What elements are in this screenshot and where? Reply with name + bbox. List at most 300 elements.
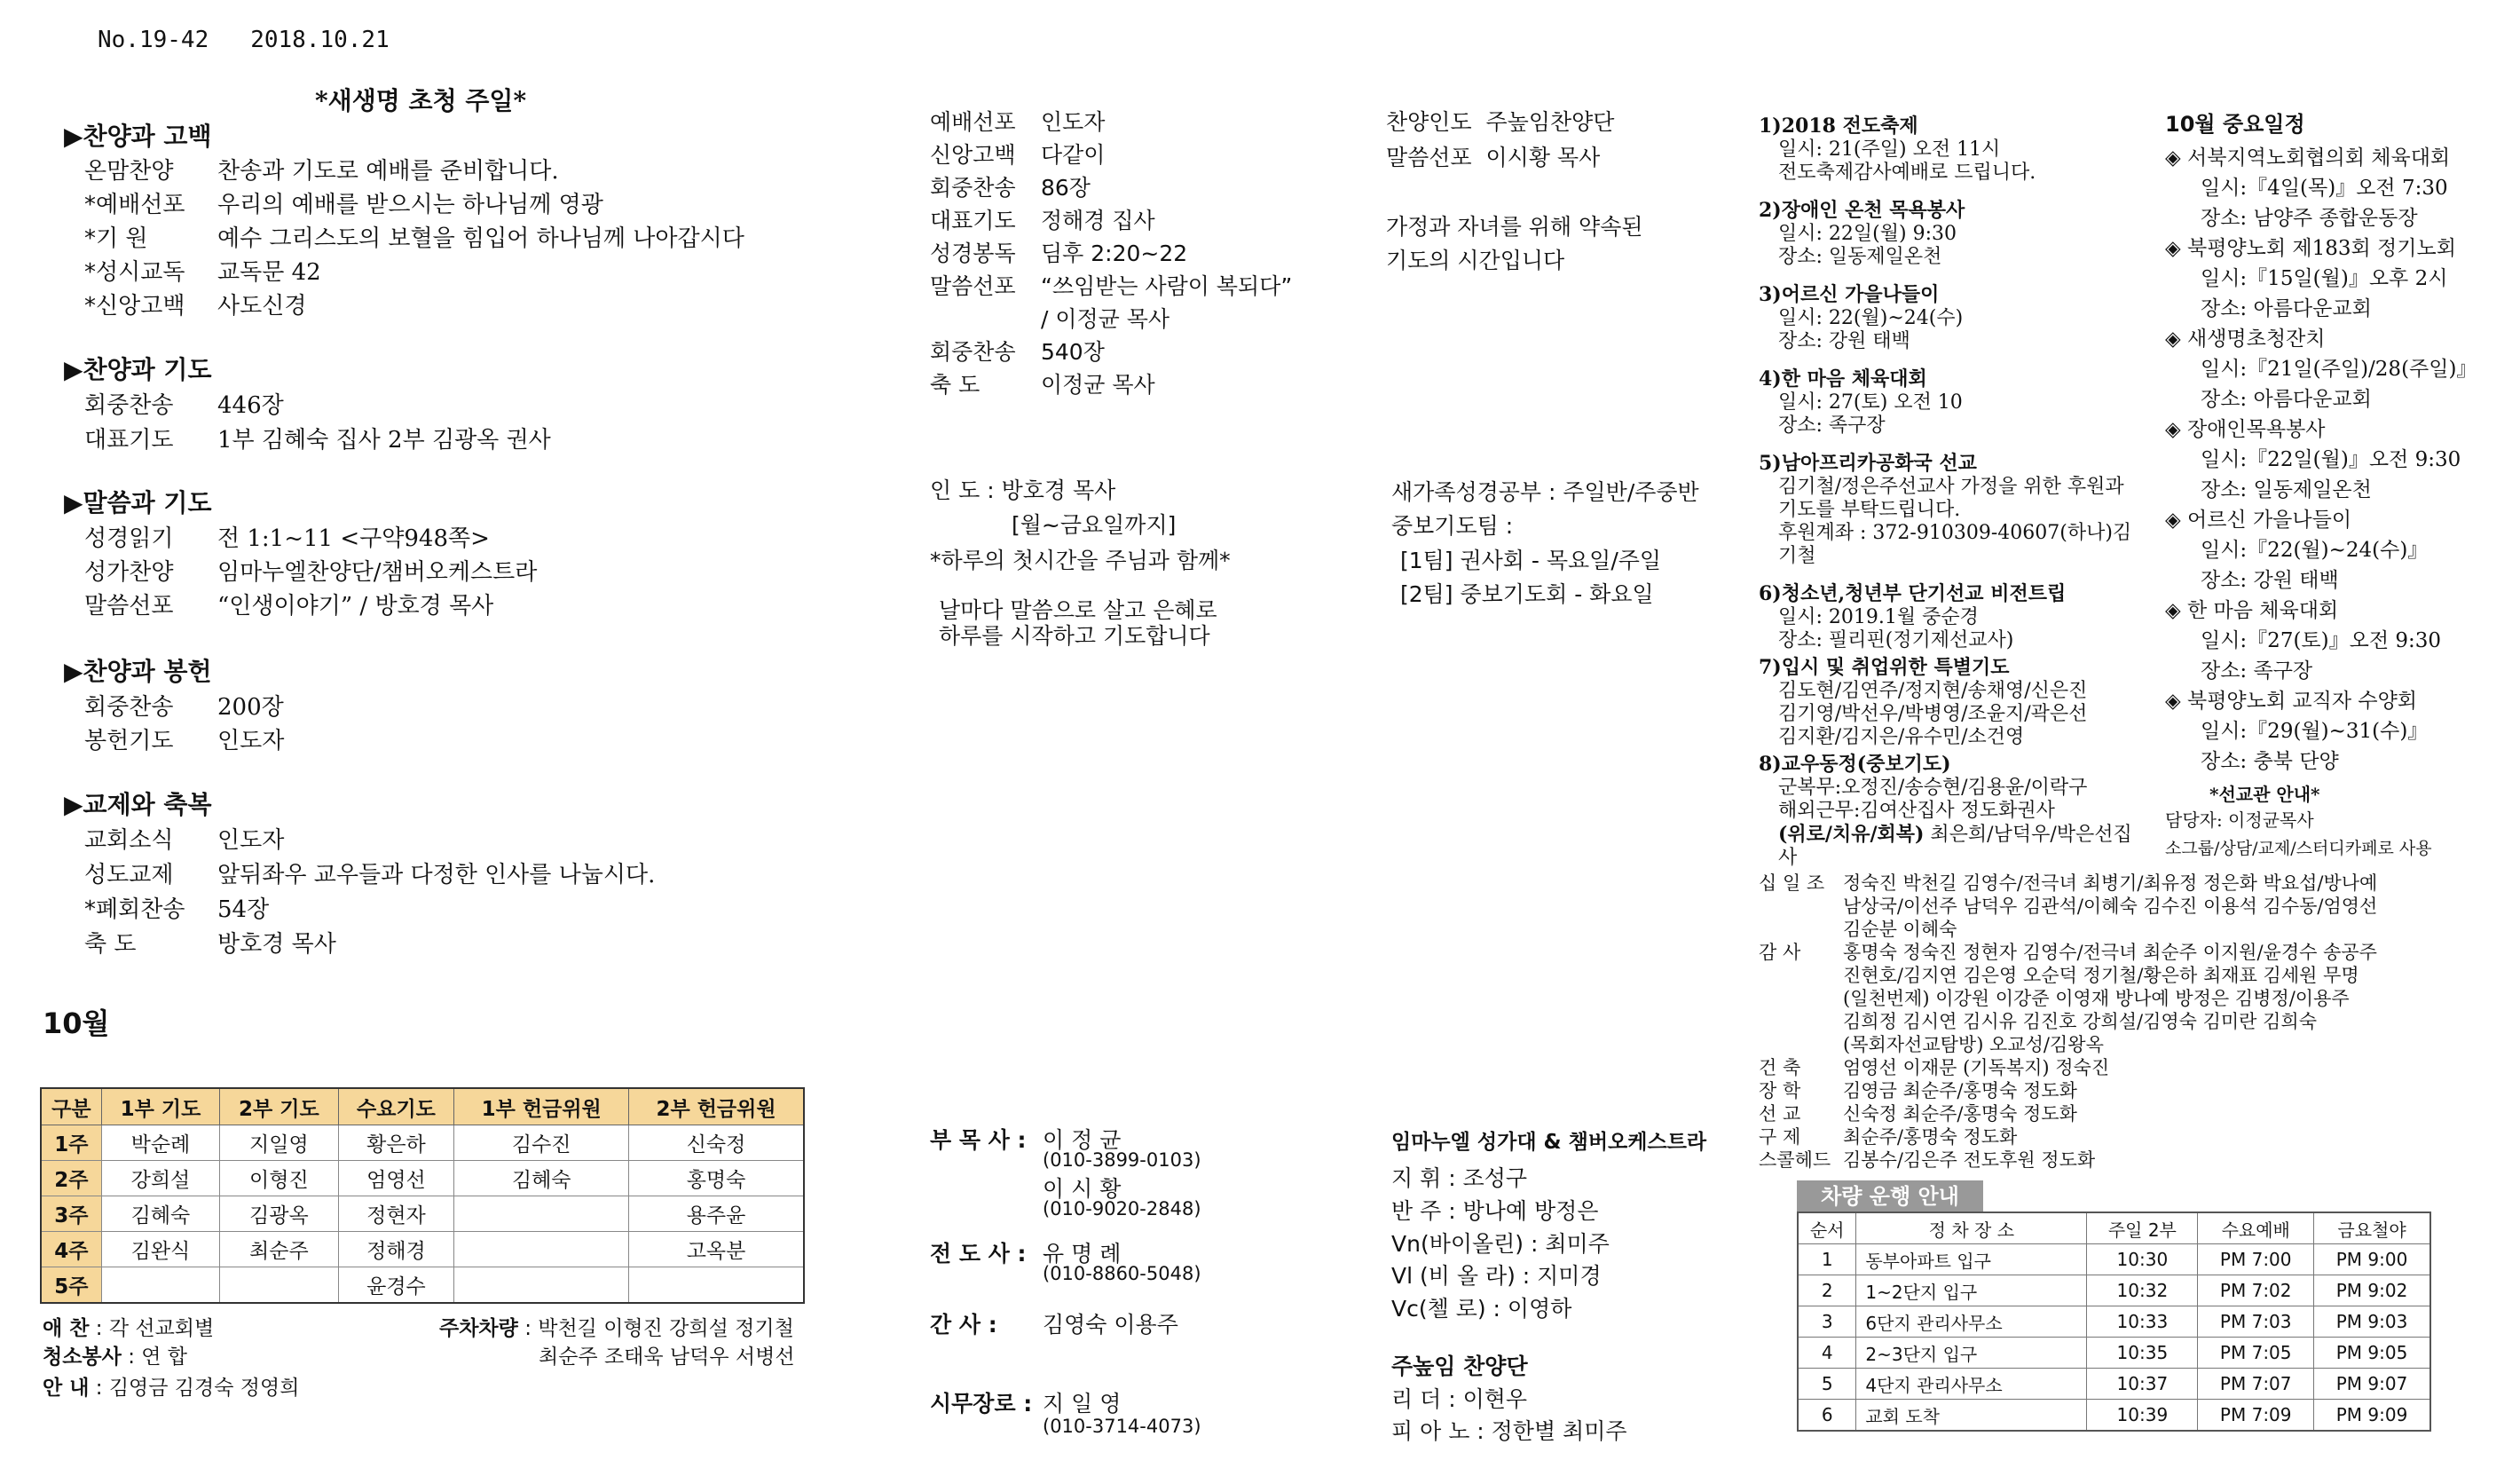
car-table-cell: 2 [1798,1275,1856,1306]
evening-row [930,269,1292,301]
car-table-cell: 10:30 [2087,1244,2198,1275]
schedule-event-detail: 장소: 족구장 [2201,659,2313,683]
evening-row-value: / 이정균 목사 [1041,306,1170,332]
duty-parking-value-2: 최순주 조태욱 남덕우 서병선 [539,1346,795,1369]
service-row [84,153,559,185]
duty-meal-value: : 각 선교회별 [95,1317,215,1340]
car-table-cell: 2~3단지 입구 [1856,1338,2087,1369]
evening-row-label [930,302,1041,334]
service-row-label: 성도교제 [84,862,174,888]
news-item-detail: 일시: 2019.1월 중순경 [1778,606,1979,628]
duty-table-row [41,1267,804,1304]
offering-line [1759,964,2513,987]
duty-table-cell [220,1267,338,1304]
schedule-event-detail: 일시:『15일(월)』오후 2시 [2201,267,2448,290]
praise-leader-label: 찬양인도 [1386,109,1472,135]
news-item-title: 1)2018 전도축제 [1759,114,1918,138]
offering-role: 장 학 [1759,1080,1801,1101]
evening-row-value: 정해경 집사 [1041,208,1155,233]
evening-row-label: 말씀선포 [930,273,1016,299]
choir-violin: Vn(바이올린) : 최미주 [1391,1231,1610,1257]
duty-cleaning-value: : 연 합 [128,1346,187,1369]
news-item-detail: 일시: 22(월)~24(수) [1778,307,1964,329]
duty-meal-label: 애 찬 [43,1317,90,1340]
offering-line [1759,918,2513,941]
car-table-cell: PM 7:07 [2198,1369,2314,1400]
car-table-column-header: 주일 2부 [2087,1212,2198,1244]
assoc-pastor-1-phone: (010-3899-0103) [1043,1149,1201,1171]
schedule-event-detail: 일시:『22일(월)』오전 9:30 [2201,448,2461,471]
offering-names: 김봉수/김은주 전도후원 정도화 [1843,1149,2096,1171]
schedule-event: ◈ 서북지역노회협의회 체육대회 [2165,146,2451,170]
offering-names: 최순주/홍명숙 정도화 [1843,1126,2018,1148]
service-row [84,220,744,253]
duty-table-cell: 고옥분 [629,1232,804,1267]
service-row [84,856,655,889]
news-item-detail: 일시: 21(주일) 오전 11시 [1778,138,2001,161]
intercession-team-1: [1팀] 권사회 - 목요일/주일 [1400,548,1662,573]
mission-house-title: *선교관 안내* [2209,784,2320,805]
news-item-detail: 후원계좌 : 372-910309-40607(하나)김기철 [1778,522,2132,567]
schedule-event-detail: 장소: 충북 단양 [2201,750,2339,773]
schedule-event-detail: 일시:『29(월)~31(수)』 [2201,720,2429,743]
duty-table-cell: 4주 [41,1232,101,1267]
section-praise-prayer: ▶찬양과 기도 [64,355,212,384]
secretary-label: 간 사 : [930,1312,997,1338]
evening-row-label: 회중찬송 [930,175,1016,201]
offering-line [1759,872,2513,895]
duty-table-header [41,1088,804,1125]
car-table-cell: 4단지 관리사무소 [1856,1369,2087,1400]
service-row [84,926,336,959]
offering-names: 진현호/김지연 김은영 오순덕 정기철/황은하 최재표 김세원 무명 [1843,965,2359,986]
offering-names: (목회자선교탐방) 오교성/김왕옥 [1843,1034,2104,1055]
offering-line [1759,1056,2513,1079]
intercession-team: 중보기도팀 : [1391,513,1514,539]
offering-names: 신숙정 최순주/홍명숙 정도화 [1843,1103,2077,1125]
service-row-value: 방호경 목사 [217,931,336,958]
church-news [1759,111,2140,870]
car-table-cell: 6단지 관리사무소 [1856,1306,2087,1338]
duty-table-cell: 홍명숙 [629,1161,804,1196]
car-table-cell: PM 7:09 [2198,1400,2314,1432]
service-row [84,554,537,587]
news-item-title: 7)입시 및 취업위한 특별기도 [1759,656,2010,679]
duty-table-cell [101,1267,219,1304]
service-row-value: 인도자 [217,827,285,854]
service-row [84,588,493,620]
duty-table-cell: 김혜숙 [101,1196,219,1232]
service-row-value: 인도자 [217,728,285,754]
service-row-label: 대표기도 [84,427,174,454]
news-item-detail: 해외근무:김여산집사 정도화권사 [1778,800,2055,822]
choir-conductor: 지 휘 : 조성구 [1391,1165,1528,1191]
duty-table-row [41,1161,804,1196]
car-table-cell: 3 [1798,1306,1856,1338]
evening-sermon-label: 말씀선포 [1386,145,1472,170]
schedule-event-detail: 일시:『21일(주일)/28(주일)』 [2201,358,2477,381]
news-item-detail: 장소: 강원 태백 [1778,330,1910,352]
offering-line [1759,1010,2513,1033]
car-table-row [1798,1400,2430,1432]
evening-row [930,170,1091,202]
service-row [84,186,603,219]
duty-table-cell [454,1267,629,1304]
service-row [84,689,284,722]
section-word-prayer: ▶말씀과 기도 [64,488,212,517]
service-row-value: 예수 그리스도의 보혈을 힘입어 하나님께 나아갑시다 [217,225,744,252]
news-item-title: 6)청소년,청년부 단기선교 비전트립 [1759,582,2067,605]
praise-leader-value: 주높임찬양단 [1485,109,1615,135]
duty-table-cell: 신숙정 [629,1125,804,1161]
offering-names: 김영금 최순주/홍명숙 정도화 [1843,1080,2077,1101]
service-row [84,520,490,553]
duty-table-column-header: 구분 [41,1088,101,1125]
duty-parking-label: 주차차량 [439,1317,518,1340]
offering-names: (일천번제) 이강원 이강준 이영재 방나예 방정은 김병정/이용주 [1843,988,2350,1009]
duty-table-cell: 용주윤 [629,1196,804,1232]
car-table-header [1798,1212,2430,1244]
service-row [84,822,284,855]
car-table-row [1798,1306,2430,1338]
praise-team-title: 주높임 찬양단 [1391,1354,1528,1379]
duty-table-cell: 김완식 [101,1232,219,1267]
important-schedule-items [2165,143,2511,777]
schedule-event: ◈ 새생명초청잔치 [2165,328,2326,351]
car-table-cell: PM 9:09 [2314,1400,2430,1432]
news-care-label: (위로/치유/회복) [1778,823,1925,846]
schedule-event-detail: 일시:『4일(목)』오전 7:30 [2201,177,2448,200]
evening-sermon-value: 이시황 목사 [1485,145,1601,170]
issue-date: 2018.10.21 [250,27,390,53]
duty-table-cell: 김혜숙 [454,1161,629,1196]
month-title: 10월 [43,1006,110,1040]
schedule-event-detail: 장소: 강원 태백 [2201,569,2339,592]
duty-table-column-header: 2부 기도 [220,1088,338,1125]
car-table-cell: 10:33 [2087,1306,2198,1338]
evening-row [930,203,1155,235]
important-schedule-title: 10월 중요일정 [2165,112,2305,137]
duty-table-cell: 정현자 [338,1196,454,1232]
service-row-label: *기 원 [84,225,148,252]
car-table-column-header: 수요예배 [2198,1212,2314,1244]
service-row-label: *성시교독 [84,259,185,286]
evening-row [930,367,1155,399]
choir-title: 임마누엘 성가대 & 챔버오케스트라 [1391,1131,1707,1154]
offering-role: 구 제 [1759,1126,1801,1148]
duty-table-cell: 지일영 [220,1125,338,1161]
dawn-message-2: 하루를 시작하고 기도합니다 [939,623,1210,649]
news-item [1759,364,2140,438]
duty-meal [43,1312,214,1341]
service-row-label: 봉헌기도 [84,728,174,754]
car-table-column-header: 순서 [1798,1212,1856,1244]
news-item [1759,579,2140,652]
duty-table-cell [454,1196,629,1232]
evening-row [930,335,1105,367]
news-item [1759,749,2140,823]
duty-cleaning-label: 청소봉사 [43,1346,122,1369]
news-item [1759,280,2140,353]
evening-row-value: 인도자 [1041,109,1106,135]
offering-names: 홍명숙 정숙진 정현자 김영수/전극녀 최순주 이지원/윤경수 송공주 [1843,942,2377,963]
service-row-value: 교독문 42 [217,259,321,286]
service-row-label: 회중찬송 [84,694,174,721]
offering-line [1759,1148,2513,1172]
duty-table-column-header: 2부 헌금위원 [629,1088,804,1125]
news-item-detail: 일시: 27(토) 오전 10 [1778,391,1963,414]
evening-row [930,105,1105,137]
service-row [84,254,321,287]
service-row-label: 회중찬송 [84,392,174,419]
family-prayer-2: 기도의 시간입니다 [1386,248,1565,273]
news-item-detail [1759,823,2140,870]
duty-table-column-header: 1부 기도 [101,1088,219,1125]
news-care-value: 최은희/남덕우/박은선집사 [1778,824,2132,869]
news-item-title: 3)어르신 가을나들이 [1759,283,1940,306]
car-table-cell: 교회 도착 [1856,1400,2087,1432]
service-row-value: 앞뒤좌우 교우들과 다정한 인사를 나눕시다. [217,862,656,888]
service-row-label: 축 도 [84,931,137,958]
car-table-row [1798,1369,2430,1400]
car-table-cell: PM 7:02 [2198,1275,2314,1306]
schedule-event-detail: 장소: 아름다운교회 [2201,297,2372,320]
evening-row-value: 딤후 2:20~22 [1041,241,1188,266]
car-table-row [1798,1275,2430,1306]
news-item-detail: 장소: 필리핀(정기제선교사) [1778,629,2014,651]
schedule-event: ◈ 북평양노회 교직자 수양회 [2165,690,2418,713]
evangelist-label: 전 도 사 : [930,1241,1027,1267]
duty-table-cell [629,1267,804,1304]
offering-role: 건 축 [1759,1057,1801,1078]
evening-row-value: 다같이 [1041,142,1106,168]
service-row-value: 446장 [217,392,284,419]
evening-row-value: 이정균 목사 [1041,372,1155,398]
praise-team-leader: 리 더 : 이현우 [1391,1386,1528,1412]
car-table-cell: PM 9:00 [2314,1244,2430,1275]
schedule-event: ◈ 어르신 가을나들이 [2165,509,2352,532]
news-item-detail: 기도를 부탁드립니다. [1778,499,1961,521]
news-item-detail: 김기철/정은주선교사 가정을 위한 후원과 [1778,476,2124,498]
schedule-event-detail: 장소: 일동제일온천 [2201,478,2372,501]
duty-table-row [41,1125,804,1161]
section-praise-confession: ▶찬양과 고백 [64,122,212,151]
news-item [1759,111,2140,185]
offering-line [1759,1125,2513,1148]
car-table-cell: PM 9:05 [2314,1338,2430,1369]
evening-row [930,236,1187,268]
car-table-cell: PM 9:02 [2314,1275,2430,1306]
praise-leader [1386,105,1614,137]
car-table-cell: 10:32 [2087,1275,2198,1306]
service-row-label: *폐회찬송 [84,896,185,923]
duty-table-column-header: 수요기도 [338,1088,454,1125]
car-table-column-header: 정 차 장 소 [1856,1212,2087,1244]
assoc-pastor-label: 부 목 사 : [930,1127,1027,1153]
service-row [84,387,284,420]
news-item-detail: 김도현/김연주/정지현/송채영/신은진 [1778,680,2088,702]
service-row-value: 사도신경 [217,293,307,320]
news-item-detail: 장소: 족구장 [1778,414,1886,437]
car-table-cell: PM 9:03 [2314,1306,2430,1338]
section-praise-offering: ▶찬양과 봉헌 [64,657,212,686]
service-row [84,722,284,755]
duty-guide [43,1371,299,1401]
duty-table-cell [454,1232,629,1267]
car-table-cell: 10:37 [2087,1369,2198,1400]
service-row-label: *신앙고백 [84,293,185,320]
car-table-cell: PM 9:07 [2314,1369,2430,1400]
news-item [1759,195,2140,269]
mission-house-manager: 담당자: 이정균목사 [2165,809,2314,831]
duty-guide-label: 안 내 [43,1377,90,1400]
offering-names: 김순분 이혜숙 [1843,919,1957,940]
duty-table-cell: 김광옥 [220,1196,338,1232]
car-table-cell: 5 [1798,1369,1856,1400]
service-row-value: “인생이야기” / 방호경 목사 [217,593,494,620]
car-table-row [1798,1338,2430,1369]
news-item-detail: 김기영/박선우/박병영/조윤지/곽은선 [1778,703,2088,725]
duty-parking [439,1312,794,1341]
service-row-label: 교회소식 [84,827,174,854]
car-schedule-title: 차량 운행 안내 [1797,1180,1983,1212]
offering-line [1759,1033,2513,1056]
duty-table-column-header: 1부 헌금위원 [454,1088,629,1125]
car-table-cell: 10:35 [2087,1338,2198,1369]
schedule-event-detail: 장소: 아름다운교회 [2201,388,2372,411]
service-row-value: 200장 [217,694,284,721]
news-item-title: 4)한 마음 체육대회 [1759,367,1927,391]
service-row-value: 우리의 예배를 받으시는 하나님께 영광 [217,192,603,218]
service-row [84,288,306,320]
service-row-label: 성경읽기 [84,525,174,552]
offering-list [1759,872,2513,1172]
offering-role: 선 교 [1759,1103,1801,1125]
important-schedule [2165,107,2511,859]
evening-row-label: 축 도 [930,372,980,398]
dawn-message-1: 날마다 말씀으로 살고 은혜로 [939,597,1217,623]
car-table-row [1798,1244,2430,1275]
service-row-label: 말씀선포 [84,593,174,620]
duty-table-cell: 황은하 [338,1125,454,1161]
offering-names: 정숙진 박천길 김영수/전극녀 최병기/최유정 정은화 박요섭/방나예 [1843,872,2378,894]
duty-cleaning [43,1340,187,1369]
service-row-value: 임마누엘찬양단/챔버오케스트라 [217,559,538,586]
car-table-cell: 6 [1798,1400,1856,1432]
duty-table-row [41,1196,804,1232]
family-prayer-1: 가정과 자녀를 위해 약속된 [1386,214,1643,240]
car-table-cell: PM 7:05 [2198,1338,2314,1369]
choir-viola: Vl (비 올 라) : 지미경 [1391,1263,1602,1289]
news-item-detail: 김지환/김지은/유수민/소건영 [1778,726,2025,748]
car-table-cell: 4 [1798,1338,1856,1369]
duty-table-body [41,1125,804,1304]
car-table-cell: 1~2단지 입구 [1856,1275,2087,1306]
evening-row-label: 회중찬송 [930,339,1016,365]
evangelist-name: 유 명 례 [1043,1241,1122,1267]
praise-team-piano: 피 아 노 : 정한별 최미주 [1391,1418,1627,1444]
news-item-detail: 장소: 일동제일온천 [1778,246,1942,268]
duty-table-cell: 5주 [41,1267,101,1304]
elder-phone: (010-3714-4073) [1043,1416,1201,1437]
car-table-cell: 10:39 [2087,1400,2198,1432]
duty-table-cell: 엄영선 [338,1161,454,1196]
offering-line [1759,987,2513,1010]
service-row-value: 찬송과 기도로 예배를 준비합니다. [217,158,559,185]
secretary-names: 김영숙 이용주 [1043,1312,1178,1338]
schedule-event: ◈ 한 마음 체육대회 [2165,599,2339,622]
offering-role: 감 사 [1759,942,1801,963]
news-item-title: 2)장애인 온천 목욕봉사 [1759,199,1965,222]
dawn-leader: 인 도 : 방호경 목사 [930,477,1116,503]
schedule-event-detail: 일시:『27(토)』오전 9:30 [2201,629,2442,652]
duty-table-row [41,1232,804,1267]
car-schedule-table [1797,1211,2431,1432]
offering-line [1759,1079,2513,1102]
duty-table-cell: 1주 [41,1125,101,1161]
service-row [84,422,551,454]
monthly-duty-table [40,1087,805,1304]
news-item-detail: 전도축제감사예배로 드립니다. [1778,162,2036,184]
evening-row-value: 540장 [1041,339,1105,365]
elder-name: 지 일 영 [1043,1391,1122,1417]
schedule-event: ◈ 북평양노회 제183회 정기노회 [2165,237,2456,260]
evening-row-label: 성경봉독 [930,241,1016,266]
issue-number: No.19-42 [98,27,209,53]
offering-names: 엄영선 이재문 (기독복지) 정숙진 [1843,1057,2110,1078]
section-fellowship-blessing: ▶교제와 축복 [64,790,212,819]
evening-row-label: 대표기도 [930,208,1016,233]
news-item-detail: 군복무:오정진/송승현/김용윤/이락구 [1778,777,2088,799]
duty-table-cell: 강희설 [101,1161,219,1196]
news-item-title: 5)남아프리카공화국 선교 [1759,452,1977,475]
duty-guide-value: : 김영금 김경숙 정영희 [95,1377,300,1400]
car-table-column-header: 금요철야 [2314,1212,2430,1244]
assoc-pastor-2: 이 시 황 [1043,1176,1122,1202]
sunday-theme: *새생명 초청 주일* [315,86,527,115]
dawn-days: [월~금요일까지] [1012,512,1177,538]
duty-table-cell: 김수진 [454,1125,629,1161]
service-row [84,891,269,924]
duty-table-cell: 박순례 [101,1125,219,1161]
evening-row-value: 86장 [1041,175,1091,201]
duty-table-cell: 2주 [41,1161,101,1196]
car-table-body [1798,1244,2430,1432]
assoc-pastor-1: 이 정 균 [1043,1127,1122,1153]
offering-line [1759,895,2513,918]
schedule-event-detail: 일시:『22(월)~24(수)』 [2201,539,2429,562]
service-row-label: 온맘찬양 [84,158,174,185]
news-item [1759,448,2140,568]
evening-row [930,302,1169,334]
choir-accompanist: 반 주 : 방나예 방정은 [1391,1198,1599,1224]
duty-parking-value: : 박천길 이형진 강희설 정기철 [524,1317,794,1340]
offering-names: 김희정 김시연 김시유 김진호 강희설/김영숙 김미란 김희숙 [1843,1011,2317,1032]
car-table-cell: PM 7:03 [2198,1306,2314,1338]
service-row-value: 전 1:1~11 <구약948쪽> [217,525,490,552]
news-item-detail: 일시: 22일(월) 9:30 [1778,223,1957,245]
service-row-label: 성가찬양 [84,559,174,586]
car-table-cell: 동부아파트 입구 [1856,1244,2087,1275]
elder-label: 시무장로 : [930,1391,1033,1417]
assoc-pastor-2-phone: (010-9020-2848) [1043,1198,1201,1219]
offering-role: 스콜헤드 [1759,1149,1831,1171]
car-table-cell: 1 [1798,1244,1856,1275]
offering-line [1759,941,2513,964]
duty-table-cell: 최순주 [220,1232,338,1267]
service-row-value: 54장 [217,896,270,923]
evening-row [930,138,1105,170]
